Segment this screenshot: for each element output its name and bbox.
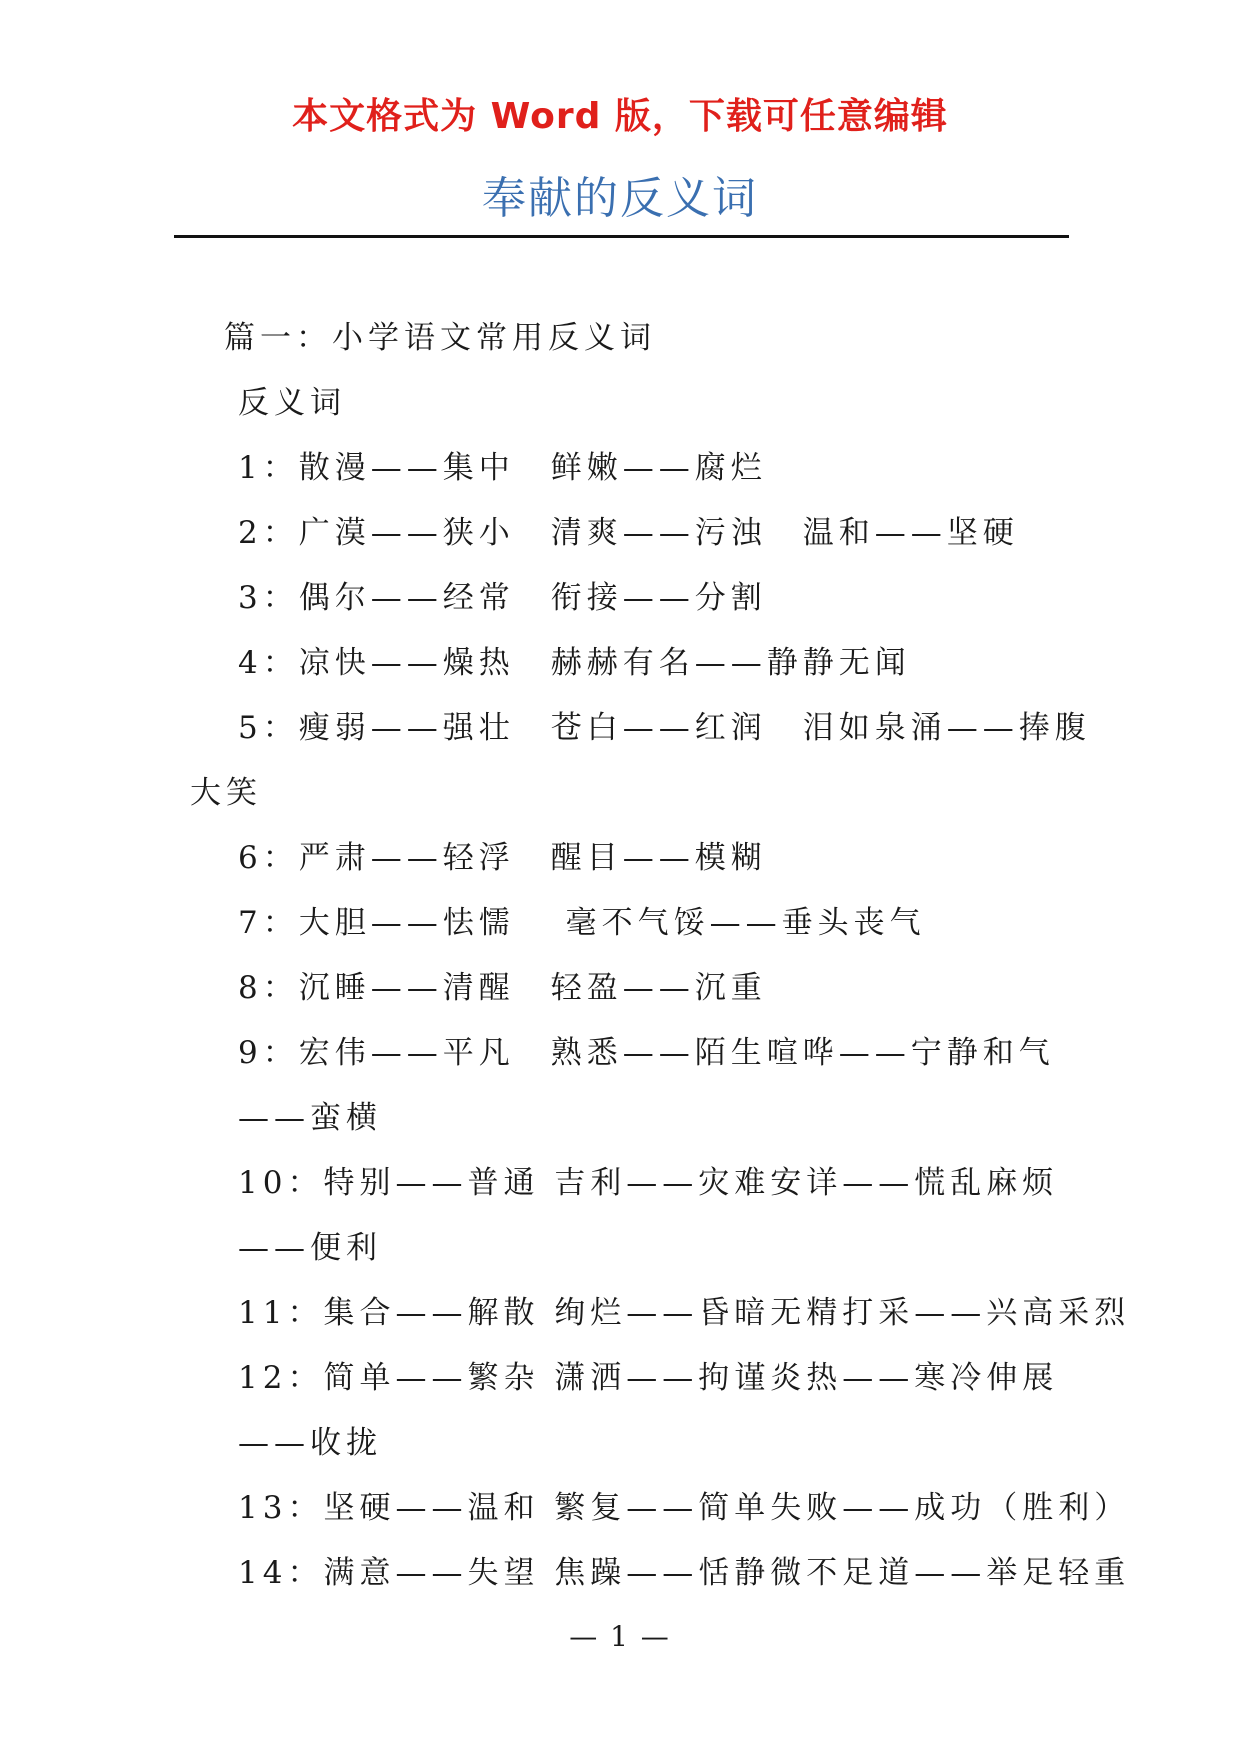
body-line: 10：特别——普通 吉利——灾难安详——慌乱麻烦 (238, 1165, 1059, 1201)
body-line: 6：严肃——轻浮 醒目——模糊 (238, 840, 767, 876)
body-line: 13：坚硬——温和 繁复——简单失败——成功（胜利） (238, 1490, 1131, 1526)
body-line: 7：大胆——怯懦 毫不气馁——垂头丧气 (238, 905, 926, 941)
body-line: 9：宏伟——平凡 熟悉——陌生喧哗——宁静和气 (238, 1035, 1055, 1071)
body-line: ——便利 (238, 1230, 382, 1266)
subheading: 反义词 (238, 385, 346, 421)
format-banner: 本文格式为 Word 版，下载可任意编辑 (292, 96, 948, 137)
body-line: ——蛮横 (238, 1100, 382, 1136)
body-line: 8：沉睡——清醒 轻盈——沉重 (238, 970, 767, 1006)
body-line: 4：凉快——燥热 赫赫有名——静静无闻 (238, 645, 911, 681)
body-line: 5：瘦弱——强壮 苍白——红润 泪如泉涌——捧腹 (238, 710, 1091, 746)
body-line: 2：广漠——狭小 清爽——污浊 温和——坚硬 (238, 515, 1019, 551)
body-line: 大笑 (190, 775, 262, 811)
document-title: 奉献的反义词 (482, 173, 758, 224)
body-line: 14：满意——失望 焦躁——恬静微不足道——举足轻重 (238, 1555, 1131, 1591)
body-line: ——收拢 (238, 1425, 382, 1461)
body-line: 1：散漫——集中 鲜嫩——腐烂 (238, 450, 767, 486)
title-divider (174, 235, 1069, 238)
body-line: 3：偶尔——经常 衔接——分割 (238, 580, 767, 616)
body-line: 11：集合——解散 绚烂——昏暗无精打采——兴高采烈 (238, 1295, 1131, 1331)
body-line: 12：简单——繁杂 潇洒——拘谨炎热——寒冷伸展 (238, 1360, 1059, 1396)
page-number: — 1 — (569, 1620, 671, 1653)
section-heading: 篇一：小学语文常用反义词 (224, 320, 656, 356)
